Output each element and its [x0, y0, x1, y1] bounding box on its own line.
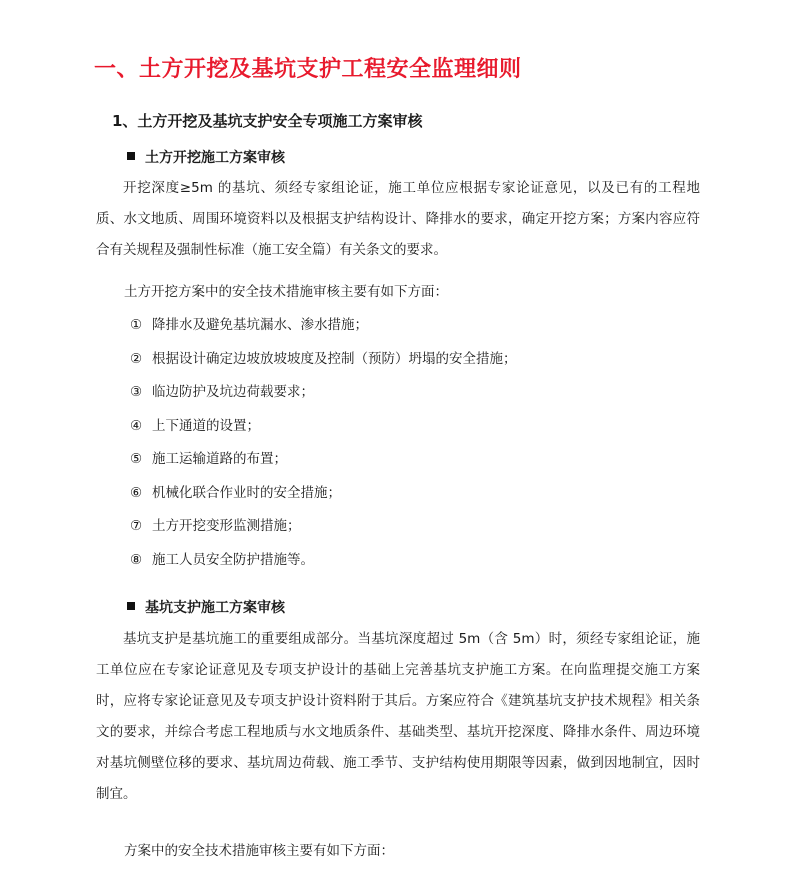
list-item: ⑥ 机械化联合作业时的安全措施； — [130, 485, 341, 501]
subsection-heading-text: 基坑支护施工方案审核 — [145, 600, 285, 616]
list-item: ⑦ 土方开挖变形监测措施； — [130, 518, 301, 534]
list-item: ⑤ 施工运输道路的布置； — [130, 451, 287, 467]
list-item: ③ 临边防护及坑边荷载要求； — [130, 384, 314, 400]
list-item: ① 降排水及避免基坑漏水、渗水措施； — [130, 317, 368, 333]
list-item: ⑧ 施工人员安全防护措施等。 — [130, 552, 314, 568]
square-bullet-icon — [127, 152, 135, 160]
section-heading: 1、土方开挖及基坑支护安全专项施工方案审核 — [112, 112, 423, 130]
support-intro: 方案中的安全技术措施审核主要有如下方面： — [124, 843, 394, 859]
list-item: ④ 上下通道的设置； — [130, 418, 260, 434]
excavation-intro: 土方开挖方案中的安全技术措施审核主要有如下方面： — [124, 284, 448, 300]
subsection-heading-excavation — [127, 147, 285, 167]
subsection-heading-support — [127, 597, 285, 617]
square-bullet-icon — [127, 602, 135, 610]
support-paragraph: 基坑支护是基坑施工的重要组成部分。当基坑深度超过 5m（含 5m）时，须经专家组论证，施工单位应在专家论证意见及专项支护设计的基础上完善基坑支护施工方案。在向监理提交施工方案时，应将专家论证意见及专项支护设计资料附于其后。方案应符合《建筑基坑支护技术规程》相关条文的要求，并综合考虑工程地质与水文地质条件、基础类型、基坑开挖深度、降排水条件、周边环境对基坑侧壁位移的要求、基坑周边荷载、施工季节、支护结构使用期限等因素，做到因地制宜，因时制宜。 — [96, 631, 700, 802]
list-item: ② 根据设计确定边坡放坡坡度及控制（预防）坍塌的安全措施； — [130, 351, 517, 367]
subsection-heading-text: 土方开挖施工方案审核 — [145, 150, 285, 166]
excavation-paragraph: 开挖深度≥5m 的基坑、须经专家组论证，施工单位应根据专家论证意见，以及已有的工程地质、水文地质、周围环境资料以及根据支护结构设计、降排水的要求，确定开挖方案；方案内容应符合有关规程及强制性标准（施工安全篇）有关条文的要求。 — [96, 180, 700, 258]
document-title: 一、土方开挖及基坑支护工程安全监理细则 — [94, 57, 522, 82]
